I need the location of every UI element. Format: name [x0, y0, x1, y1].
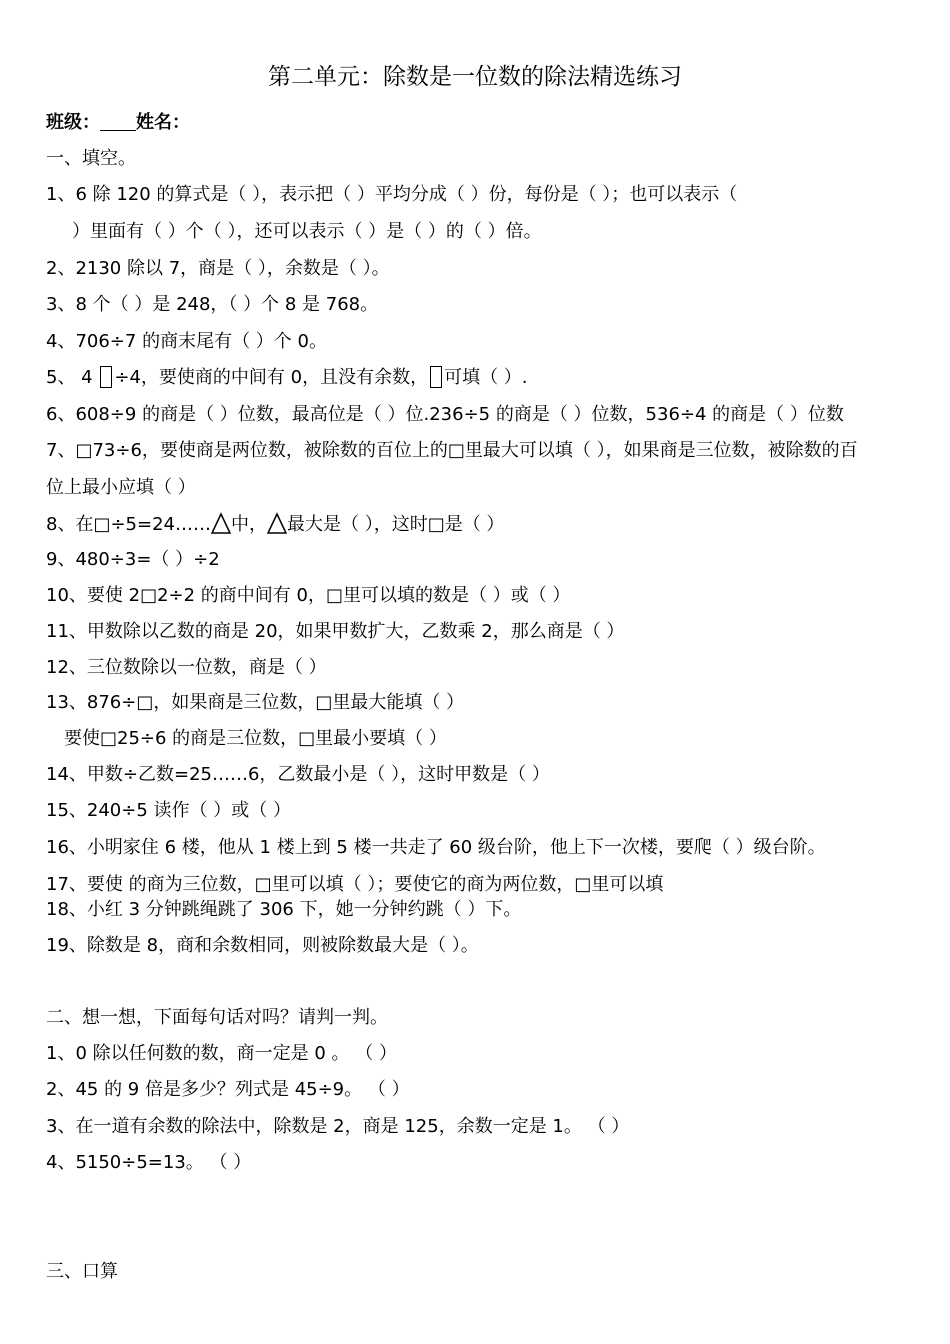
- question-8: [46, 512, 504, 541]
- judge-question-2: 2、45 的 9 倍是多少？列式是 45÷9。 （ ）: [46, 1079, 410, 1100]
- class-label: 班级：: [46, 112, 100, 133]
- blank-box-icon: [430, 366, 442, 388]
- question-15: 15、240÷5 读作（ ）或（ ）: [46, 800, 291, 821]
- question-8-post: 最大是（ ），这时□是（ ）: [286, 514, 505, 535]
- question-9: 9、480÷3=（ ）÷2: [46, 549, 220, 570]
- question-13b: 要使□25÷6 的商是三位数，□里最小要填（ ）: [64, 728, 447, 749]
- question-14: 14、甲数÷乙数=25……6，乙数最小是（ ），这时甲数是（ ）: [46, 764, 550, 785]
- question-5-pre: 5、 4: [46, 367, 99, 388]
- question-5-post: 可填（ ）.: [444, 367, 528, 388]
- triangle-icon: [267, 512, 287, 541]
- name-label: 姓名：: [136, 112, 190, 133]
- question-5: [46, 366, 528, 390]
- question-13a: 13、876÷□，如果商是三位数，□里最大能填（ ）: [46, 692, 465, 713]
- question-4: 4、706÷7 的商末尾有（ ）个 0。: [46, 331, 327, 352]
- judge-question-3: 3、在一道有余数的除法中，除数是 2，商是 125，余数一定是 1。 （ ）: [46, 1116, 630, 1137]
- question-16: 16、小明家住 6 楼，他从 1 楼上到 5 楼一共走了 60 级台阶，他上下一次楼，要爬（ ）级台阶。: [46, 837, 826, 858]
- question-19: 19、除数是 8，商和余数相同，则被除数最大是（ ）。: [46, 935, 479, 956]
- question-7b: 位上最小应填（ ）: [46, 477, 196, 498]
- question-10: 10、要使 2□2÷2 的商中间有 0，□里可以填的数是（ ）或（ ）: [46, 585, 571, 606]
- question-8-mid: 中，: [230, 514, 267, 535]
- section3-heading: 三、口算: [46, 1261, 118, 1282]
- question-1a: 1、6 除 120 的算式是（ ），表示把（ ）平均分成（ ）份，每份是（ ）；也可以表示（: [46, 184, 738, 205]
- question-18: 18、小红 3 分钟跳绳跳了 306 下，她一分钟约跳（ ）下。: [46, 899, 522, 920]
- question-12: 12、三位数除以一位数，商是（ ）: [46, 657, 327, 678]
- page-title: 第二单元：除数是一位数的除法精选练习: [268, 64, 682, 90]
- triangle-icon: [211, 512, 231, 541]
- class-blank: [100, 130, 136, 131]
- question-6: 6、608÷9 的商是（ ）位数，最高位是（ ）位.236÷5 的商是（ ）位数，536÷4 的商是（ ）位数: [46, 404, 844, 425]
- question-2: 2、2130 除以 7，商是（ ），余数是（ ）。: [46, 258, 390, 279]
- judge-question-4: 4、5150÷5=13。 （ ）: [46, 1152, 252, 1173]
- question-8-pre: 8、在□÷5=24……: [46, 514, 211, 535]
- question-5-mid: ÷4，要使商的中间有 0，且没有余数，: [114, 367, 429, 388]
- judge-question-1: 1、0 除以任何数的数，商一定是 0 。 （ ）: [46, 1043, 397, 1064]
- blank-box-icon: [100, 366, 112, 388]
- student-info-header: [46, 111, 190, 135]
- section1-heading: 一、填空。: [46, 148, 136, 169]
- question-3: 3、8 个（ ）是 248，（ ）个 8 是 768。: [46, 294, 379, 315]
- section2-heading: 二、想一想，下面每句话对吗？请判一判。: [46, 1007, 388, 1028]
- question-1b: ）里面有（ ）个（ ），还可以表示（ ）是（ ）的（ ）倍。: [72, 221, 542, 242]
- question-7a: 7、□73÷6，要使商是两位数，被除数的百位上的□里最大可以填（ ），如果商是三位数，被除数的百: [46, 440, 858, 461]
- question-17: 17、要使 的商为三位数，□里可以填（ ）；要使它的商为两位数，□里可以填: [46, 874, 664, 895]
- question-11: 11、甲数除以乙数的商是 20，如果甲数扩大，乙数乘 2，那么商是（ ）: [46, 621, 625, 642]
